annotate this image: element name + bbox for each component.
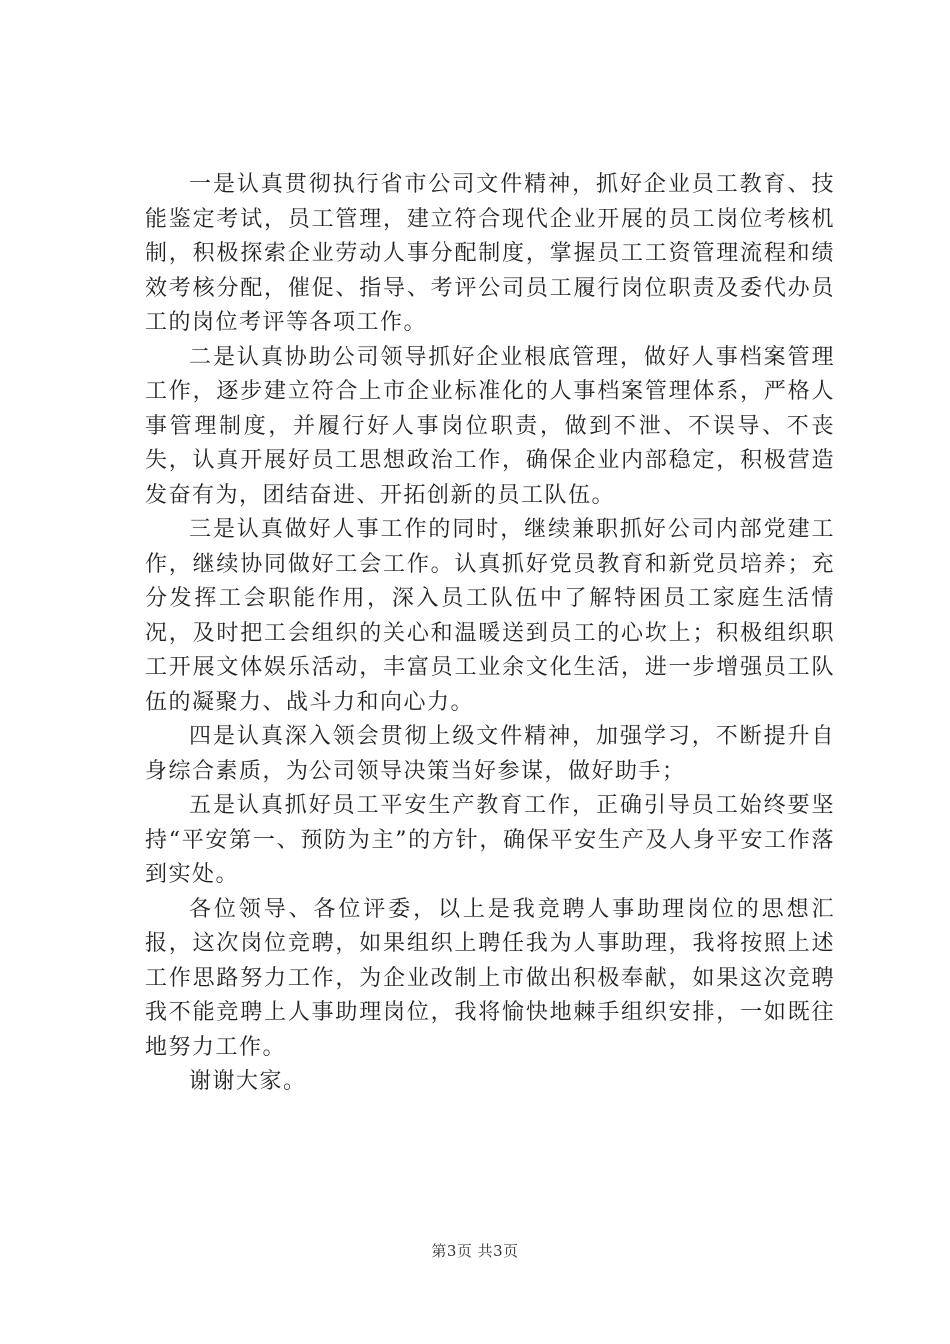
page-footer: 第3页 共3页 bbox=[431, 1242, 519, 1260]
paragraph-5: 五是认真抓好员工平安生产教育工作，正确引导员工始终要坚持“平安第一、预防为主”的方针，确保平安生产及人身平安工作落到实处。 bbox=[145, 793, 835, 887]
document-body bbox=[145, 168, 835, 1100]
paragraph-1: 一是认真贯彻执行省市公司文件精神，抓好企业员工教育、技能鉴定考试，员工管理，建立符合现代企业开展的员工岗位考核机制，积极探索企业劳动人事分配制度，掌握员工工资管理流程和绩效考核分配，催促、指导、考评公司员工履行岗位职责及委代办员工的岗位考评等各项工作。 bbox=[145, 172, 835, 335]
paragraph-7: 谢谢大家。 bbox=[189, 1069, 307, 1094]
paragraph-4: 四是认真深入领会贯彻上级文件精神，加强学习，不断提升自身综合素质，为公司领导决策当好参谋，做好助手； bbox=[145, 724, 835, 784]
paragraph-2: 二是认真协助公司领导抓好企业根底管理，做好人事档案管理工作，逐步建立符合上市企业标准化的人事档案管理体系，严格人事管理制度，并履行好人事岗位职责，做到不泄、不误导、不丧失，认真开展好员工思想政治工作，确保企业内部稳定，积极营造发奋有为，团结奋进、开拓创新的员工队伍。 bbox=[145, 344, 835, 508]
paragraph-3: 三是认真做好人事工作的同时，继续兼职抓好公司内部党建工作，继续协同做好工会工作。认真抓好党员教育和新党员培养；充分发挥工会职能作用，深入员工队伍中了解特困员工家庭生活情况，及时把工会组织的关心和温暖送到员工的心坎上；积极组织职工开展文体娱乐活动，丰富员工业余文化生活，进一步增强员工队伍的凝聚力、战斗力和向心力。 bbox=[145, 517, 835, 715]
paragraph-6: 各位领导、各位评委，以上是我竞聘人事助理岗位的思想汇报，这次岗位竞聘，如果组织上聘任我为人事助理，我将按照上述工作思路努力工作，为企业改制上市做出积极奉献，如果这次竞聘我不能竞聘上人事助理岗位，我将愉快地棘手组织安排，一如既往地努力工作。 bbox=[145, 896, 835, 1060]
